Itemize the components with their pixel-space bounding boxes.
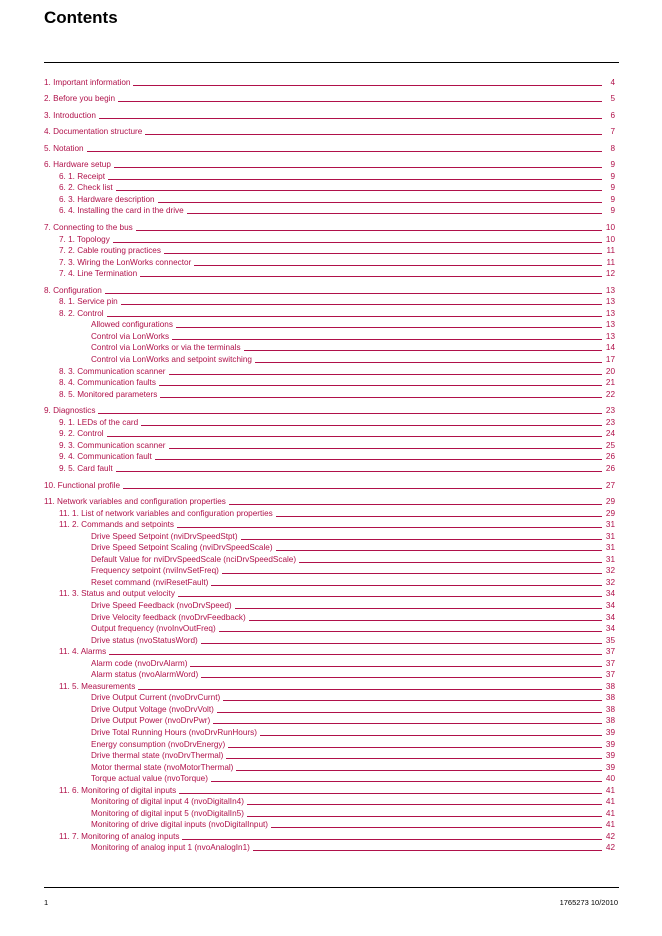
- toc-leader-line: [160, 397, 602, 398]
- toc-group: [44, 126, 615, 138]
- toc-entry-label: 9. Diagnostics: [44, 406, 96, 416]
- toc-leader-line: [169, 448, 603, 449]
- toc-entry-link[interactable]: [44, 646, 615, 658]
- toc-entry-label: Alarm status (nvoAlarmWord): [91, 670, 199, 680]
- toc-leader-line: [213, 723, 602, 724]
- toc-group: [44, 159, 615, 217]
- toc-page-number: 13: [605, 285, 615, 295]
- toc-entry-label: 9. 2. Control: [59, 429, 104, 439]
- toc-leader-line: [141, 425, 602, 426]
- toc-page-number: 9: [610, 160, 615, 170]
- toc-page-number: 9: [610, 206, 615, 216]
- toc-leader-line: [228, 747, 602, 748]
- toc-page-number: 13: [605, 308, 615, 318]
- toc-leader-line: [114, 167, 602, 168]
- toc-entry-label: Drive Speed Setpoint Scaling (nviDrvSpeedScale): [91, 543, 273, 553]
- toc-entry-link[interactable]: [44, 819, 615, 831]
- toc-page-number: 9: [610, 183, 615, 193]
- toc-page-number: 11: [606, 246, 615, 256]
- toc-entry-label: Drive thermal state (nvoDrvThermal): [91, 751, 224, 761]
- toc-page-number: 39: [605, 751, 615, 761]
- toc-leader-line: [107, 316, 602, 317]
- toc-entry-link[interactable]: [44, 611, 615, 623]
- toc-entry-link[interactable]: [44, 319, 615, 331]
- toc-entry-link[interactable]: [44, 623, 615, 635]
- toc-page-number: 21: [605, 378, 615, 388]
- toc-entry-link[interactable]: [44, 170, 615, 182]
- toc-entry-link[interactable]: [44, 750, 615, 762]
- toc-entry-link[interactable]: [44, 565, 615, 577]
- toc-page-number: 13: [605, 297, 615, 307]
- toc-leader-line: [179, 793, 602, 794]
- toc-entry-link[interactable]: [44, 405, 615, 417]
- toc-leader-line: [123, 488, 602, 489]
- toc-entry-link[interactable]: [44, 669, 615, 681]
- toc-entry-label: 6. Hardware setup: [44, 160, 111, 170]
- toc-entry-label: Drive Output Power (nvoDrvPwr): [91, 716, 211, 726]
- toc-leader-line: [217, 712, 602, 713]
- toc-group: [44, 142, 615, 154]
- toc-entry-link[interactable]: [44, 796, 615, 808]
- toc-entry-link[interactable]: [44, 365, 615, 377]
- toc-entry-link[interactable]: [44, 519, 615, 531]
- toc-entry-label: Reset command (nviResetFault): [91, 577, 209, 587]
- toc-page-number: 6: [610, 110, 615, 120]
- toc-leader-line: [222, 573, 602, 574]
- toc-entry-link[interactable]: [44, 342, 615, 354]
- toc-entry-label: Energy consumption (nvoDrvEnergy): [91, 739, 226, 749]
- toc-entry-label: Control via LonWorks or via the terminals: [91, 343, 241, 353]
- toc-leader-line: [107, 436, 602, 437]
- page-title: Contents: [44, 8, 118, 27]
- toc-group: [44, 109, 615, 121]
- toc-group: [44, 284, 615, 399]
- toc-leader-line: [155, 459, 602, 460]
- toc-page-number: 12: [605, 269, 615, 279]
- toc-entry-label: Drive status (nvoStatusWord): [91, 635, 198, 645]
- toc-entry-link[interactable]: [44, 530, 615, 542]
- toc-page-number: 26: [605, 463, 615, 473]
- toc-leader-line: [276, 516, 602, 517]
- toc-entry-link[interactable]: [44, 807, 615, 819]
- toc-entry-link[interactable]: [44, 377, 615, 389]
- footer-page-number: 1: [44, 898, 49, 907]
- toc-page-number: 11: [606, 257, 615, 267]
- toc-leader-line: [299, 562, 602, 563]
- toc-page-number: 38: [605, 693, 615, 703]
- toc-entry-link[interactable]: [44, 307, 615, 319]
- toc-entry-label: 10. Functional profile: [44, 480, 121, 490]
- toc-entry-link[interactable]: [44, 193, 615, 205]
- footer-doc-reference: 1765273 10/2010: [559, 898, 618, 907]
- toc-entry-link[interactable]: [44, 507, 615, 519]
- toc-entry-label: Alarm code (nvoDrvAlarm): [91, 658, 188, 668]
- toc-entry-label: Default Value for nviDrvSpeedScale (nciDrvSpeedScale): [91, 554, 297, 564]
- toc-page-number: 5: [610, 94, 615, 104]
- toc-entry-link[interactable]: [44, 245, 615, 257]
- toc-leader-line: [253, 850, 602, 851]
- toc-leader-line: [116, 190, 602, 191]
- toc-entry-label: Output frequency (nvoInvOutFreq): [91, 624, 216, 634]
- toc-entry-label: 3. Introduction: [44, 110, 96, 120]
- toc-leader-line: [145, 134, 602, 135]
- toc-entry-label: Monitoring of digital input 4 (nvoDigitalIn4): [91, 797, 244, 807]
- toc-group: [44, 496, 615, 854]
- toc-leader-line: [116, 471, 602, 472]
- toc-entry-label: Drive Output Voltage (nvoDrvVolt): [91, 704, 214, 714]
- toc-entry-label: Drive Total Running Hours (nvoDrvRunHours): [91, 727, 257, 737]
- toc-entry-link[interactable]: [44, 542, 615, 554]
- bottom-divider: [44, 887, 619, 888]
- toc-entry-link[interactable]: [44, 680, 615, 692]
- toc-entry-link[interactable]: [44, 284, 615, 296]
- toc-entry-link[interactable]: [44, 451, 615, 463]
- toc-leader-line: [159, 385, 602, 386]
- toc-entry-link[interactable]: [44, 479, 615, 491]
- toc-leader-line: [276, 550, 602, 551]
- toc-entry-label: Drive Speed Feedback (nvoDrvSpeed): [91, 600, 232, 610]
- toc-entry-link[interactable]: [44, 76, 615, 88]
- toc-entry-label: Control via LonWorks and setpoint switching: [91, 355, 252, 365]
- toc-entry-link[interactable]: [44, 496, 615, 508]
- toc-entry-label: 7. 1. Topology: [59, 234, 110, 244]
- toc-page-number: 24: [605, 429, 615, 439]
- toc-group: [44, 405, 615, 474]
- toc-page-number: 42: [605, 843, 615, 853]
- toc-entry-label: 11. 5. Measurements: [59, 681, 136, 691]
- toc-entry-label: Monitoring of drive digital inputs (nvoDigitalInput): [91, 820, 269, 830]
- toc-entry-link[interactable]: [44, 330, 615, 342]
- toc-entry-label: 8. 1. Service pin: [59, 297, 118, 307]
- toc-page-number: 9: [610, 194, 615, 204]
- toc-entry-label: 6. 1. Receipt: [59, 171, 105, 181]
- toc-entry-label: 5. Notation: [44, 143, 84, 153]
- toc-page-number: 22: [605, 389, 615, 399]
- toc-leader-line: [133, 85, 602, 86]
- toc-page-number: 34: [605, 612, 615, 622]
- toc-page-number: 41: [605, 785, 615, 795]
- toc-leader-line: [87, 151, 602, 152]
- toc-entry-label: 11. 2. Commands and setpoints: [59, 520, 174, 530]
- top-divider: [44, 62, 619, 63]
- toc-page-number: 10: [605, 234, 615, 244]
- toc-leader-line: [118, 101, 602, 102]
- toc-leader-line: [235, 608, 602, 609]
- table-of-contents: [44, 76, 615, 858]
- toc-page-number: 20: [605, 366, 615, 376]
- toc-group: [44, 93, 615, 105]
- toc-group: [44, 479, 615, 491]
- toc-entry-label: Drive Velocity feedback (nvoDrvFeedback): [91, 612, 246, 622]
- toc-page-number: 38: [605, 681, 615, 691]
- toc-entry-link[interactable]: [44, 205, 615, 217]
- toc-entry-label: 8. 2. Control: [59, 308, 104, 318]
- toc-entry-label: 6. 2. Check list: [59, 183, 113, 193]
- toc-entry-label: Drive Speed Setpoint (nviDrvSpeedStpt): [91, 531, 238, 541]
- toc-entry-link[interactable]: [44, 268, 615, 280]
- toc-page-number: 14: [605, 343, 615, 353]
- toc-page-number: 39: [605, 727, 615, 737]
- toc-entry-label: 7. Connecting to the bus: [44, 223, 133, 233]
- toc-leader-line: [158, 202, 602, 203]
- toc-page-number: 34: [605, 600, 615, 610]
- toc-entry-label: Monitoring of analog input 1 (nvoAnalogIn1): [91, 843, 250, 853]
- toc-entry-label: 4. Documentation structure: [44, 127, 143, 137]
- toc-entry-label: 11. 7. Monitoring of analog inputs: [59, 831, 180, 841]
- toc-page-number: 34: [605, 589, 615, 599]
- toc-entry-link[interactable]: [44, 109, 615, 121]
- toc-leader-line: [182, 839, 602, 840]
- toc-leader-line: [108, 179, 602, 180]
- toc-page-number: 29: [605, 508, 615, 518]
- toc-entry-link[interactable]: [44, 388, 615, 400]
- toc-entry-link[interactable]: [44, 703, 615, 715]
- toc-entry-link[interactable]: [44, 634, 615, 646]
- toc-leader-line: [247, 804, 602, 805]
- toc-leader-line: [190, 666, 602, 667]
- toc-entry-link[interactable]: [44, 462, 615, 474]
- toc-entry-link[interactable]: [44, 221, 615, 233]
- toc-page-number: 9: [610, 171, 615, 181]
- toc-page-number: 23: [605, 417, 615, 427]
- toc-entry-link[interactable]: [44, 439, 615, 451]
- toc-page-number: 38: [605, 704, 615, 714]
- toc-page-number: 4: [610, 77, 615, 87]
- toc-entry-label: 2. Before you begin: [44, 94, 116, 104]
- toc-leader-line: [219, 631, 602, 632]
- toc-entry-link[interactable]: [44, 830, 615, 842]
- toc-leader-line: [223, 700, 602, 701]
- toc-group: [44, 76, 615, 88]
- toc-page-number: 42: [605, 831, 615, 841]
- toc-leader-line: [138, 689, 602, 690]
- toc-entry-label: 7. 2. Cable routing practices: [59, 246, 161, 256]
- toc-leader-line: [164, 253, 602, 254]
- toc-entry-link[interactable]: [44, 738, 615, 750]
- toc-entry-link[interactable]: [44, 256, 615, 268]
- toc-entry-label: Control via LonWorks: [91, 331, 170, 341]
- toc-leader-line: [241, 539, 602, 540]
- toc-page-number: 13: [605, 320, 615, 330]
- toc-entry-label: 6. 4. Installing the card in the drive: [59, 206, 184, 216]
- toc-leader-line: [211, 781, 602, 782]
- toc-leader-line: [229, 504, 602, 505]
- toc-page-number: 29: [605, 497, 615, 507]
- toc-page-number: 41: [605, 820, 615, 830]
- toc-entry-label: 11. 1. List of network variables and configuration properties: [59, 508, 273, 518]
- toc-entry-link[interactable]: [44, 182, 615, 194]
- toc-page-number: 35: [605, 635, 615, 645]
- toc-entry-label: Motor thermal state (nvoMotorThermal): [91, 762, 234, 772]
- toc-entry-link[interactable]: [44, 416, 615, 428]
- toc-page-number: 7: [610, 127, 615, 137]
- toc-entry-link[interactable]: [44, 553, 615, 565]
- toc-page-number: 39: [605, 739, 615, 749]
- toc-entry-label: 11. Network variables and configuration properties: [44, 497, 226, 507]
- toc-page-number: 38: [605, 716, 615, 726]
- toc-entry-label: Monitoring of digital input 5 (nvoDigitalIn5): [91, 808, 244, 818]
- toc-leader-line: [98, 413, 602, 414]
- toc-entry-label: 11. 4. Alarms: [59, 647, 107, 657]
- toc-group: [44, 221, 615, 279]
- toc-leader-line: [211, 585, 602, 586]
- toc-leader-line: [244, 350, 602, 351]
- toc-leader-line: [260, 735, 602, 736]
- toc-page-number: 32: [605, 577, 615, 587]
- toc-page-number: 32: [605, 566, 615, 576]
- toc-leader-line: [99, 118, 602, 119]
- toc-entry-link[interactable]: [44, 428, 615, 440]
- toc-leader-line: [187, 213, 602, 214]
- toc-page-number: 27: [605, 480, 615, 490]
- toc-leader-line: [201, 643, 602, 644]
- toc-entry-link[interactable]: [44, 715, 615, 727]
- toc-entry-link[interactable]: [44, 93, 615, 105]
- toc-entry-label: 9. 1. LEDs of the card: [59, 417, 139, 427]
- toc-entry-link[interactable]: [44, 353, 615, 365]
- toc-entry-link[interactable]: [44, 296, 615, 308]
- toc-entry-label: 9. 4. Communication fault: [59, 452, 152, 462]
- toc-entry-label: Allowed configurations: [91, 320, 173, 330]
- toc-page-number: 41: [605, 797, 615, 807]
- toc-page-number: 23: [605, 406, 615, 416]
- toc-leader-line: [121, 304, 602, 305]
- toc-page-number: 8: [610, 143, 615, 153]
- toc-leader-line: [172, 339, 602, 340]
- toc-leader-line: [136, 230, 602, 231]
- toc-entry-label: 7. 4. Line Termination: [59, 269, 138, 279]
- toc-entry-label: 1. Important information: [44, 77, 131, 87]
- toc-page-number: 31: [605, 531, 615, 541]
- toc-page-number: 37: [605, 670, 615, 680]
- toc-leader-line: [226, 758, 602, 759]
- toc-entry-link[interactable]: [44, 761, 615, 773]
- toc-page-number: 13: [605, 331, 615, 341]
- toc-entry-label: 8. Configuration: [44, 285, 102, 295]
- toc-leader-line: [113, 242, 602, 243]
- toc-entry-link[interactable]: [44, 588, 615, 600]
- toc-leader-line: [177, 527, 602, 528]
- toc-leader-line: [109, 654, 602, 655]
- toc-leader-line: [236, 770, 602, 771]
- toc-page-number: 31: [605, 554, 615, 564]
- toc-entry-label: Frequency setpoint (nviInvSetFreq): [91, 566, 219, 576]
- toc-entry-link[interactable]: [44, 726, 615, 738]
- toc-leader-line: [194, 265, 602, 266]
- toc-page-number: 37: [605, 658, 615, 668]
- toc-page-number: 26: [605, 452, 615, 462]
- toc-leader-line: [178, 596, 602, 597]
- toc-entry-link[interactable]: [44, 576, 615, 588]
- toc-page-number: 17: [605, 355, 615, 365]
- toc-entry-link[interactable]: [44, 657, 615, 669]
- toc-entry-label: 7. 3. Wiring the LonWorks connector: [59, 257, 192, 267]
- toc-entry-label: Torque actual value (nvoTorque): [91, 774, 208, 784]
- toc-entry-label: 11. 6. Monitoring of digital inputs: [59, 785, 177, 795]
- toc-entry-label: 8. 5. Monitored parameters: [59, 389, 158, 399]
- toc-entry-link[interactable]: [44, 142, 615, 154]
- toc-leader-line: [140, 276, 602, 277]
- toc-entry-label: Drive Output Current (nvoDrvCurnt): [91, 693, 221, 703]
- toc-entry-label: 8. 3. Communication scanner: [59, 366, 166, 376]
- toc-page-number: 31: [605, 543, 615, 553]
- toc-entry-label: 11. 3. Status and output velocity: [59, 589, 175, 599]
- toc-leader-line: [247, 816, 602, 817]
- toc-page-number: 10: [605, 223, 615, 233]
- toc-leader-line: [169, 374, 603, 375]
- toc-page-number: 34: [605, 624, 615, 634]
- toc-entry-label: 9. 5. Card fault: [59, 463, 113, 473]
- toc-entry-link[interactable]: [44, 773, 615, 785]
- toc-page-number: 25: [605, 440, 615, 450]
- toc-entry-link[interactable]: [44, 692, 615, 704]
- toc-entry-link[interactable]: [44, 159, 615, 171]
- toc-entry-link[interactable]: [44, 233, 615, 245]
- toc-leader-line: [249, 620, 602, 621]
- toc-entry-label: 9. 3. Communication scanner: [59, 440, 166, 450]
- toc-page-number: 31: [605, 520, 615, 530]
- toc-page-number: 41: [605, 808, 615, 818]
- toc-entry-link[interactable]: [44, 126, 615, 138]
- toc-entry-label: 8. 4. Communication faults: [59, 378, 156, 388]
- toc-leader-line: [201, 677, 602, 678]
- toc-leader-line: [271, 827, 602, 828]
- toc-page-number: 40: [605, 774, 615, 784]
- toc-entry-link[interactable]: [44, 599, 615, 611]
- toc-entry-link[interactable]: [44, 784, 615, 796]
- toc-leader-line: [255, 362, 602, 363]
- toc-leader-line: [105, 293, 602, 294]
- toc-leader-line: [176, 327, 602, 328]
- toc-page-number: 39: [605, 762, 615, 772]
- toc-entry-label: 6. 3. Hardware description: [59, 194, 155, 204]
- toc-page-number: 37: [605, 647, 615, 657]
- toc-entry-link[interactable]: [44, 842, 615, 854]
